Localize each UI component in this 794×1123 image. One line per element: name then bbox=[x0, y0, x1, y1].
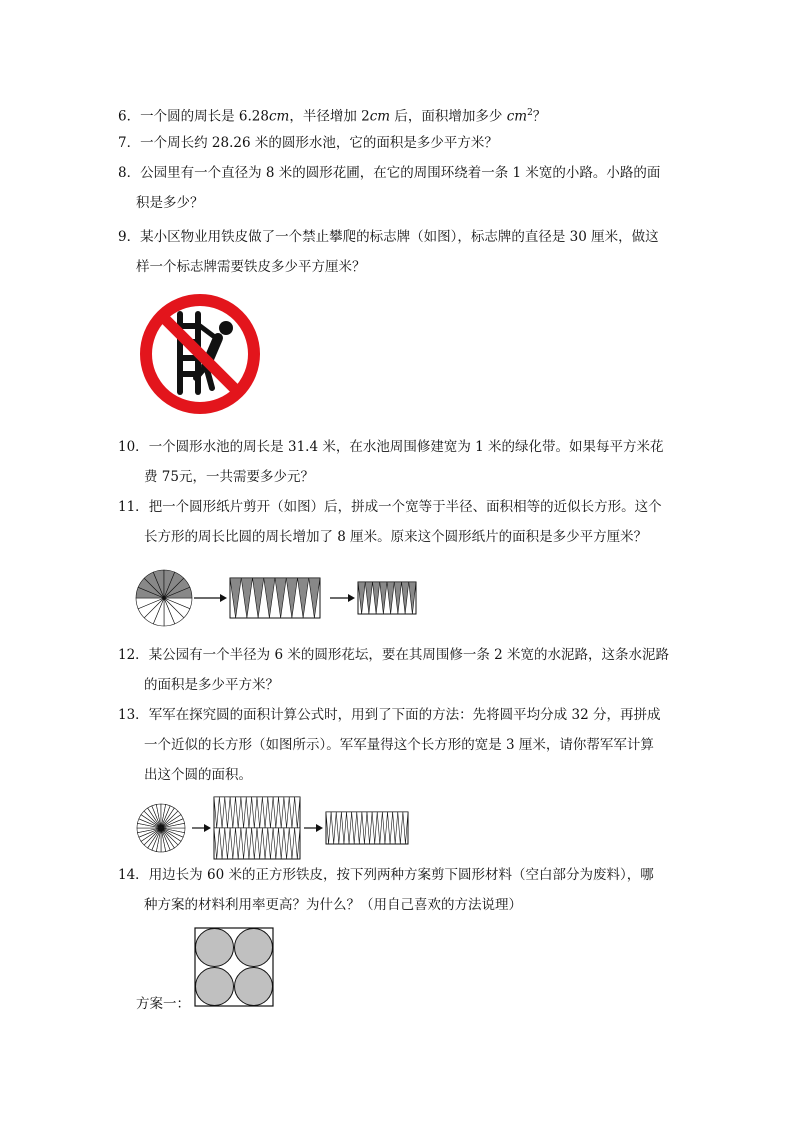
question-number: 13． bbox=[118, 707, 149, 723]
question-number: 14． bbox=[118, 867, 149, 883]
approximate-rectangle bbox=[358, 582, 416, 614]
question-9 bbox=[118, 222, 678, 282]
question-number: 6． bbox=[118, 108, 141, 125]
question-8-line-1 bbox=[118, 158, 678, 188]
question-number: 10． bbox=[118, 439, 149, 455]
unit-text: cm bbox=[369, 108, 391, 125]
cut-circle bbox=[196, 929, 234, 967]
plan-one-figure bbox=[194, 927, 274, 1007]
arrow-icon bbox=[304, 824, 323, 832]
question-text: 后，面积增加多少 bbox=[390, 108, 507, 125]
question-number: 9． bbox=[118, 229, 141, 245]
question-12 bbox=[118, 640, 678, 700]
question-10 bbox=[118, 432, 678, 492]
question-13-line-1 bbox=[118, 700, 678, 730]
question-text: 把一个圆形纸片剪开（如图）后，拼成一个宽等于半径、面积相等的近似长方形。这个 bbox=[148, 499, 662, 515]
plan-one-label: 方案一： bbox=[136, 996, 190, 1012]
question-text: 军军在探究圆的面积计算公式时，用到了下面的方法：先将圆平均分成 32 分，再拼成 bbox=[148, 707, 661, 723]
question-7 bbox=[118, 128, 678, 158]
sector-circle bbox=[137, 804, 185, 852]
question-14-line-1 bbox=[118, 860, 678, 890]
question-text: 公园里有一个直径为 8 米的圆形花圃，在它的周围环绕着一条 1 米宽的小路。小路的面 bbox=[140, 165, 661, 181]
question-number: 7． bbox=[118, 135, 141, 151]
question-text: 一个圆形水池的周长是 31.4 米，在水池周围修建宽为 1 米的绿化带。如果每平方米花 bbox=[148, 439, 664, 455]
arrow-icon bbox=[194, 594, 227, 602]
question-13-line-2: 一个近似的长方形（如图所示）。军军量得这个长方形的宽是 3 厘米，请你帮军军计算 bbox=[144, 737, 654, 753]
question-text: ？ bbox=[532, 108, 547, 125]
rearranged-rectangle bbox=[230, 578, 320, 618]
question-14 bbox=[118, 860, 678, 920]
sector-circle bbox=[136, 570, 192, 626]
cut-circle bbox=[235, 968, 273, 1006]
question-10-line-1 bbox=[118, 432, 678, 462]
question-13 bbox=[118, 700, 678, 790]
question-6 bbox=[118, 98, 678, 132]
question-11-line-2: 长方形的周长比圆的周长增加了 8 厘米。原来这个圆形纸片的面积是多少平方厘米？ bbox=[144, 529, 648, 545]
circle-cut-figure bbox=[134, 560, 434, 636]
circle-32-sectors-figure bbox=[134, 795, 414, 861]
cut-circle bbox=[235, 929, 273, 967]
arrow-icon bbox=[330, 594, 355, 602]
question-text: 一个圆的周长是 6.28 bbox=[140, 108, 269, 125]
question-14-line-2: 种方案的材料利用率更高？为什么？（用自己喜欢的方法说理） bbox=[144, 897, 522, 913]
question-number: 11． bbox=[118, 499, 149, 515]
unit-text: cm bbox=[268, 108, 290, 125]
question-text: 一个周长约 28.26 米的圆形水池，它的面积是多少平方米？ bbox=[140, 135, 498, 151]
question-12-line-1 bbox=[118, 640, 678, 670]
question-12-line-2: 的面积是多少平方米？ bbox=[144, 677, 279, 693]
arrow-icon bbox=[192, 824, 211, 832]
superscript: 2 bbox=[527, 108, 533, 118]
question-6-line bbox=[118, 98, 678, 132]
question-7-line bbox=[118, 128, 678, 158]
question-text: ，半径增加 2 bbox=[289, 108, 370, 125]
approximate-rectangle bbox=[326, 812, 408, 844]
question-11-line-1 bbox=[118, 492, 678, 522]
question-10-line-2: 费 75元，一共需要多少元？ bbox=[144, 469, 314, 485]
question-number: 12． bbox=[118, 647, 149, 663]
question-8-line-2: 积是多少？ bbox=[136, 195, 204, 211]
question-text: 用边长为 60 米的正方形铁皮，按下列两种方案剪下圆形材料（空白部分为废料），哪 bbox=[148, 867, 654, 883]
question-number: 8． bbox=[118, 165, 141, 181]
unit-text: cm bbox=[506, 108, 528, 125]
cut-circle bbox=[196, 968, 234, 1006]
question-9-line-2: 样一个标志牌需要铁皮多少平方厘米？ bbox=[136, 259, 366, 275]
question-11 bbox=[118, 492, 678, 552]
stacked-rectangle bbox=[214, 797, 300, 859]
question-9-line-1 bbox=[118, 222, 678, 252]
question-text: 某公园有一个半径为 6 米的圆形花坛，要在其周围修一条 2 米宽的水泥路，这条水泥路 bbox=[148, 647, 670, 663]
question-13-line-3: 出这个圆的面积。 bbox=[144, 767, 252, 783]
no-climbing-sign-icon bbox=[136, 290, 264, 418]
question-text: 某小区物业用铁皮做了一个禁止攀爬的标志牌（如图），标志牌的直径是 30 厘米，做这 bbox=[140, 229, 659, 245]
question-8 bbox=[118, 158, 678, 218]
